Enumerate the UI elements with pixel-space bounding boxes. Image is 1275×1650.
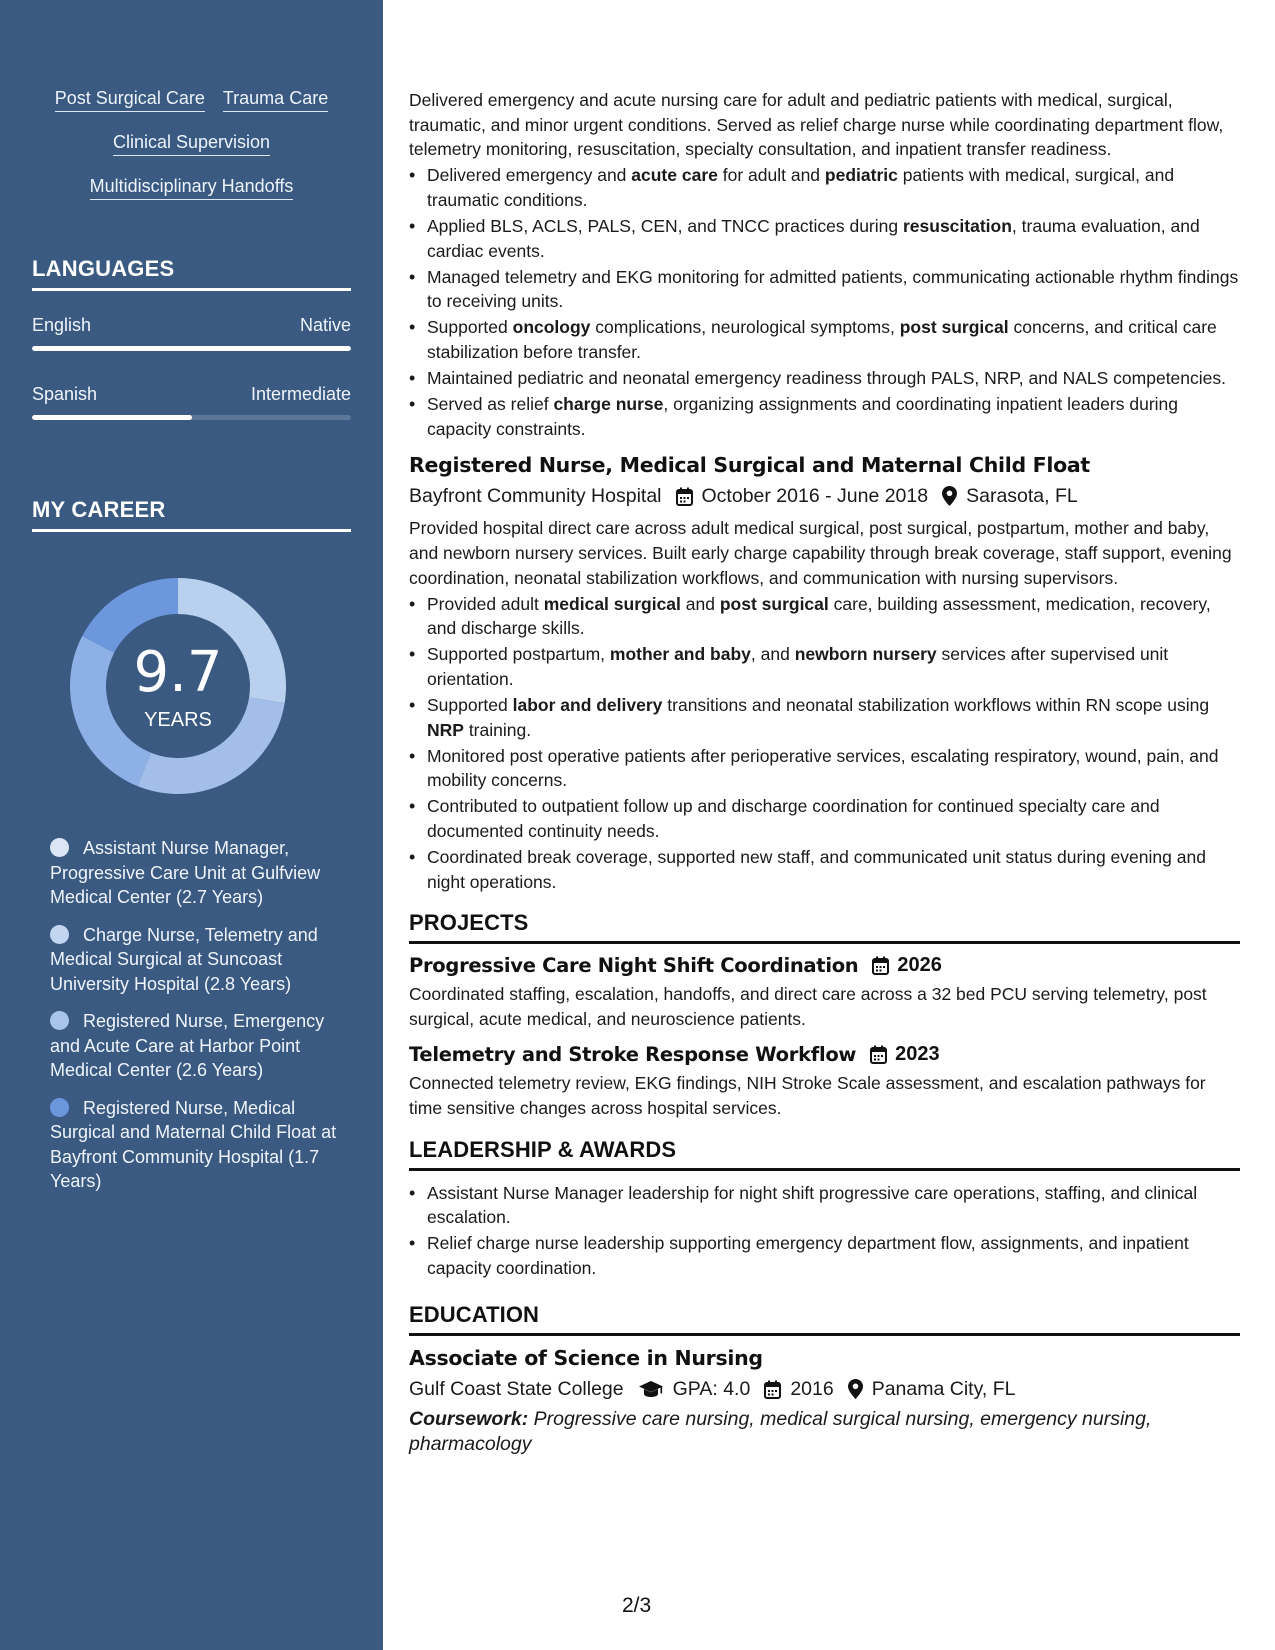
school-name: Gulf Coast State College [409, 1378, 624, 1401]
project-title: Telemetry and Stroke Response Workflow 2023 [409, 1043, 940, 1067]
list-item: • Supported oncology complications, neurological symptoms, post surgical concerns, and critical care stabilization before transfer. [409, 315, 1240, 364]
language-english [32, 313, 351, 351]
skills-list [0, 86, 383, 218]
employer: Bayfront Community Hospital [409, 485, 662, 508]
legend-dot [50, 1011, 69, 1030]
language-bar [32, 415, 351, 420]
project-title: Progressive Care Night Shift Coordination 2026 [409, 954, 942, 978]
language-name: English [32, 315, 92, 335]
degree-title: Associate of Science in Nursing [409, 1346, 763, 1371]
calendar-icon [872, 956, 889, 975]
career-heading: MY CAREER [32, 497, 351, 532]
project-year: 2026 [897, 954, 942, 977]
list-item: • Delivered emergency and acute care for adult and pediatric patients with medical, surgical, and traumatic conditions. [409, 163, 1240, 212]
leadership-heading: LEADERSHIP & AWARDS [409, 1137, 1240, 1171]
list-item: • Coordinated break coverage, supported new staff, and communicated unit status during evening and night operations. [409, 845, 1240, 894]
job-location: Sarasota, FL [942, 483, 1078, 509]
list-item: • Maintained pediatric and neonatal emergency readiness through PALS, NRP, and NALS competencies. [409, 366, 1240, 391]
gpa: GPA: 4.0 [638, 1376, 751, 1402]
education-location: Panama City, FL [848, 1376, 1016, 1402]
career-item: Registered Nurse, Emergency and Acute Care at Harbor Point Medical Center (2.6 Years) [50, 1011, 325, 1080]
job-title: Registered Nurse, Medical Surgical and Maternal Child Float [409, 453, 1090, 478]
main-content [409, 88, 1240, 1457]
language-spanish [32, 382, 351, 420]
calendar-icon [676, 487, 693, 506]
project-year: 2023 [895, 1043, 940, 1066]
skills-row [0, 130, 383, 156]
list-item: • Assistant Nurse Manager leadership for night shift progressive care operations, staffing, and clinical escalation. [409, 1181, 1240, 1230]
job-summary: Delivered emergency and acute nursing care for adult and pediatric patients with medical, surgical, traumatic, and minor urgent conditions. Served as relief charge nurse while coordinating department flow, telemetry monitoring, resuscitation, specialty consultation, and inpatient transfer readiness. [409, 90, 1224, 160]
career-item: Registered Nurse, Medical Surgical and Maternal Child Float at Bayfront Community Hospital (1.7 Years) [50, 1097, 337, 1191]
language-name: Spanish [32, 384, 98, 404]
career-donut-chart [62, 570, 294, 802]
career-total: 9.7 [133, 640, 223, 705]
list-item: • Applied BLS, ACLS, PALS, CEN, and TNCC practices during resuscitation, trauma evaluation, and cardiac events. [409, 214, 1240, 263]
list-item: • Supported labor and delivery transitions and neonatal stabilization workflows within RN scope using NRP training. [409, 693, 1240, 742]
languages-heading: LANGUAGES [32, 256, 351, 291]
location-pin-icon [848, 1379, 863, 1399]
skill-tag: Multidisciplinary Handoffs [90, 174, 294, 200]
skill-tag: Post Surgical Care [55, 86, 205, 112]
calendar-icon [870, 1045, 887, 1064]
list-item: • Supported postpartum, mother and baby, and newborn nursery services after supervised unit orientation. [409, 642, 1240, 691]
graduation-cap-icon [638, 1380, 664, 1398]
language-level: Native [299, 315, 351, 335]
leadership-list [409, 1181, 1240, 1281]
career-item: Charge Nurse, Telemetry and Medical Surgical at Suncoast University Hospital (2.8 Years) [50, 924, 318, 994]
calendar-icon [764, 1380, 781, 1399]
list-item: • Monitored post operative patients after perioperative services, escalating respiratory, wound, pain, and mobility concerns. [409, 744, 1240, 793]
skill-tag: Clinical Supervision [113, 130, 270, 156]
education-meta [409, 1376, 1240, 1402]
job-meta [409, 483, 1240, 509]
skills-row [0, 174, 383, 200]
education-year: 2016 [764, 1376, 833, 1402]
list-item: • Provided adult medical surgical and post surgical care, building assessment, medication, recovery, and discharge skills. [409, 592, 1240, 641]
job-bullets [409, 592, 1240, 895]
list-item: • Managed telemetry and EKG monitoring for admitted patients, communicating actionable rhythm findings to receiving units. [409, 265, 1240, 314]
legend-dot [50, 1098, 69, 1117]
language-bar [32, 346, 351, 351]
coursework: Coursework: Progressive care nursing, medical surgical nursing, emergency nursing, pharmacology [409, 1408, 1152, 1456]
skill-tag: Trauma Care [223, 86, 328, 112]
legend-dot [50, 925, 69, 944]
career-unit: YEARS [144, 709, 212, 731]
page-number: 2/3 [622, 1594, 652, 1617]
project-description: Connected telemetry review, EKG findings, NIH Stroke Scale assessment, and escalation pathways for time sensitive changes across hospital services. [409, 1073, 1206, 1118]
skills-row [0, 86, 383, 112]
legend-dot [50, 838, 69, 857]
language-bar-fill [32, 415, 192, 420]
list-item: • Relief charge nurse leadership supporting emergency department flow, assignments, and inpatient capacity coordination. [409, 1231, 1240, 1280]
sidebar [0, 0, 383, 1650]
location-pin-icon [942, 486, 957, 506]
job-dates: October 2016 - June 2018 [676, 483, 929, 509]
job-summary: Provided hospital direct care across adult medical surgical, post surgical, postpartum, mother and baby, and newborn nursery services. Built early charge capability through break coverage, staff support, evening coordination, neonatal stabilization workflows, and communication with nursing supervisors. [409, 518, 1232, 588]
career-item: Assistant Nurse Manager, Progressive Care Unit at Gulfview Medical Center (2.7 Years) [50, 838, 321, 907]
language-level: Intermediate [250, 384, 351, 404]
career-list [50, 836, 340, 1207]
education-heading: EDUCATION [409, 1302, 1240, 1336]
list-item: • Contributed to outpatient follow up and discharge coordination for continued specialty care and documented continuity needs. [409, 794, 1240, 843]
list-item: • Served as relief charge nurse, organizing assignments and coordinating inpatient leaders during capacity constraints. [409, 392, 1240, 441]
language-bar-fill [32, 346, 351, 351]
project-description: Coordinated staffing, escalation, handoffs, and direct care across a 32 bed PCU serving telemetry, post surgical, acute medical, and neuroscience patients. [409, 984, 1207, 1029]
job-bullets [409, 163, 1240, 441]
projects-heading: PROJECTS [409, 910, 1240, 944]
